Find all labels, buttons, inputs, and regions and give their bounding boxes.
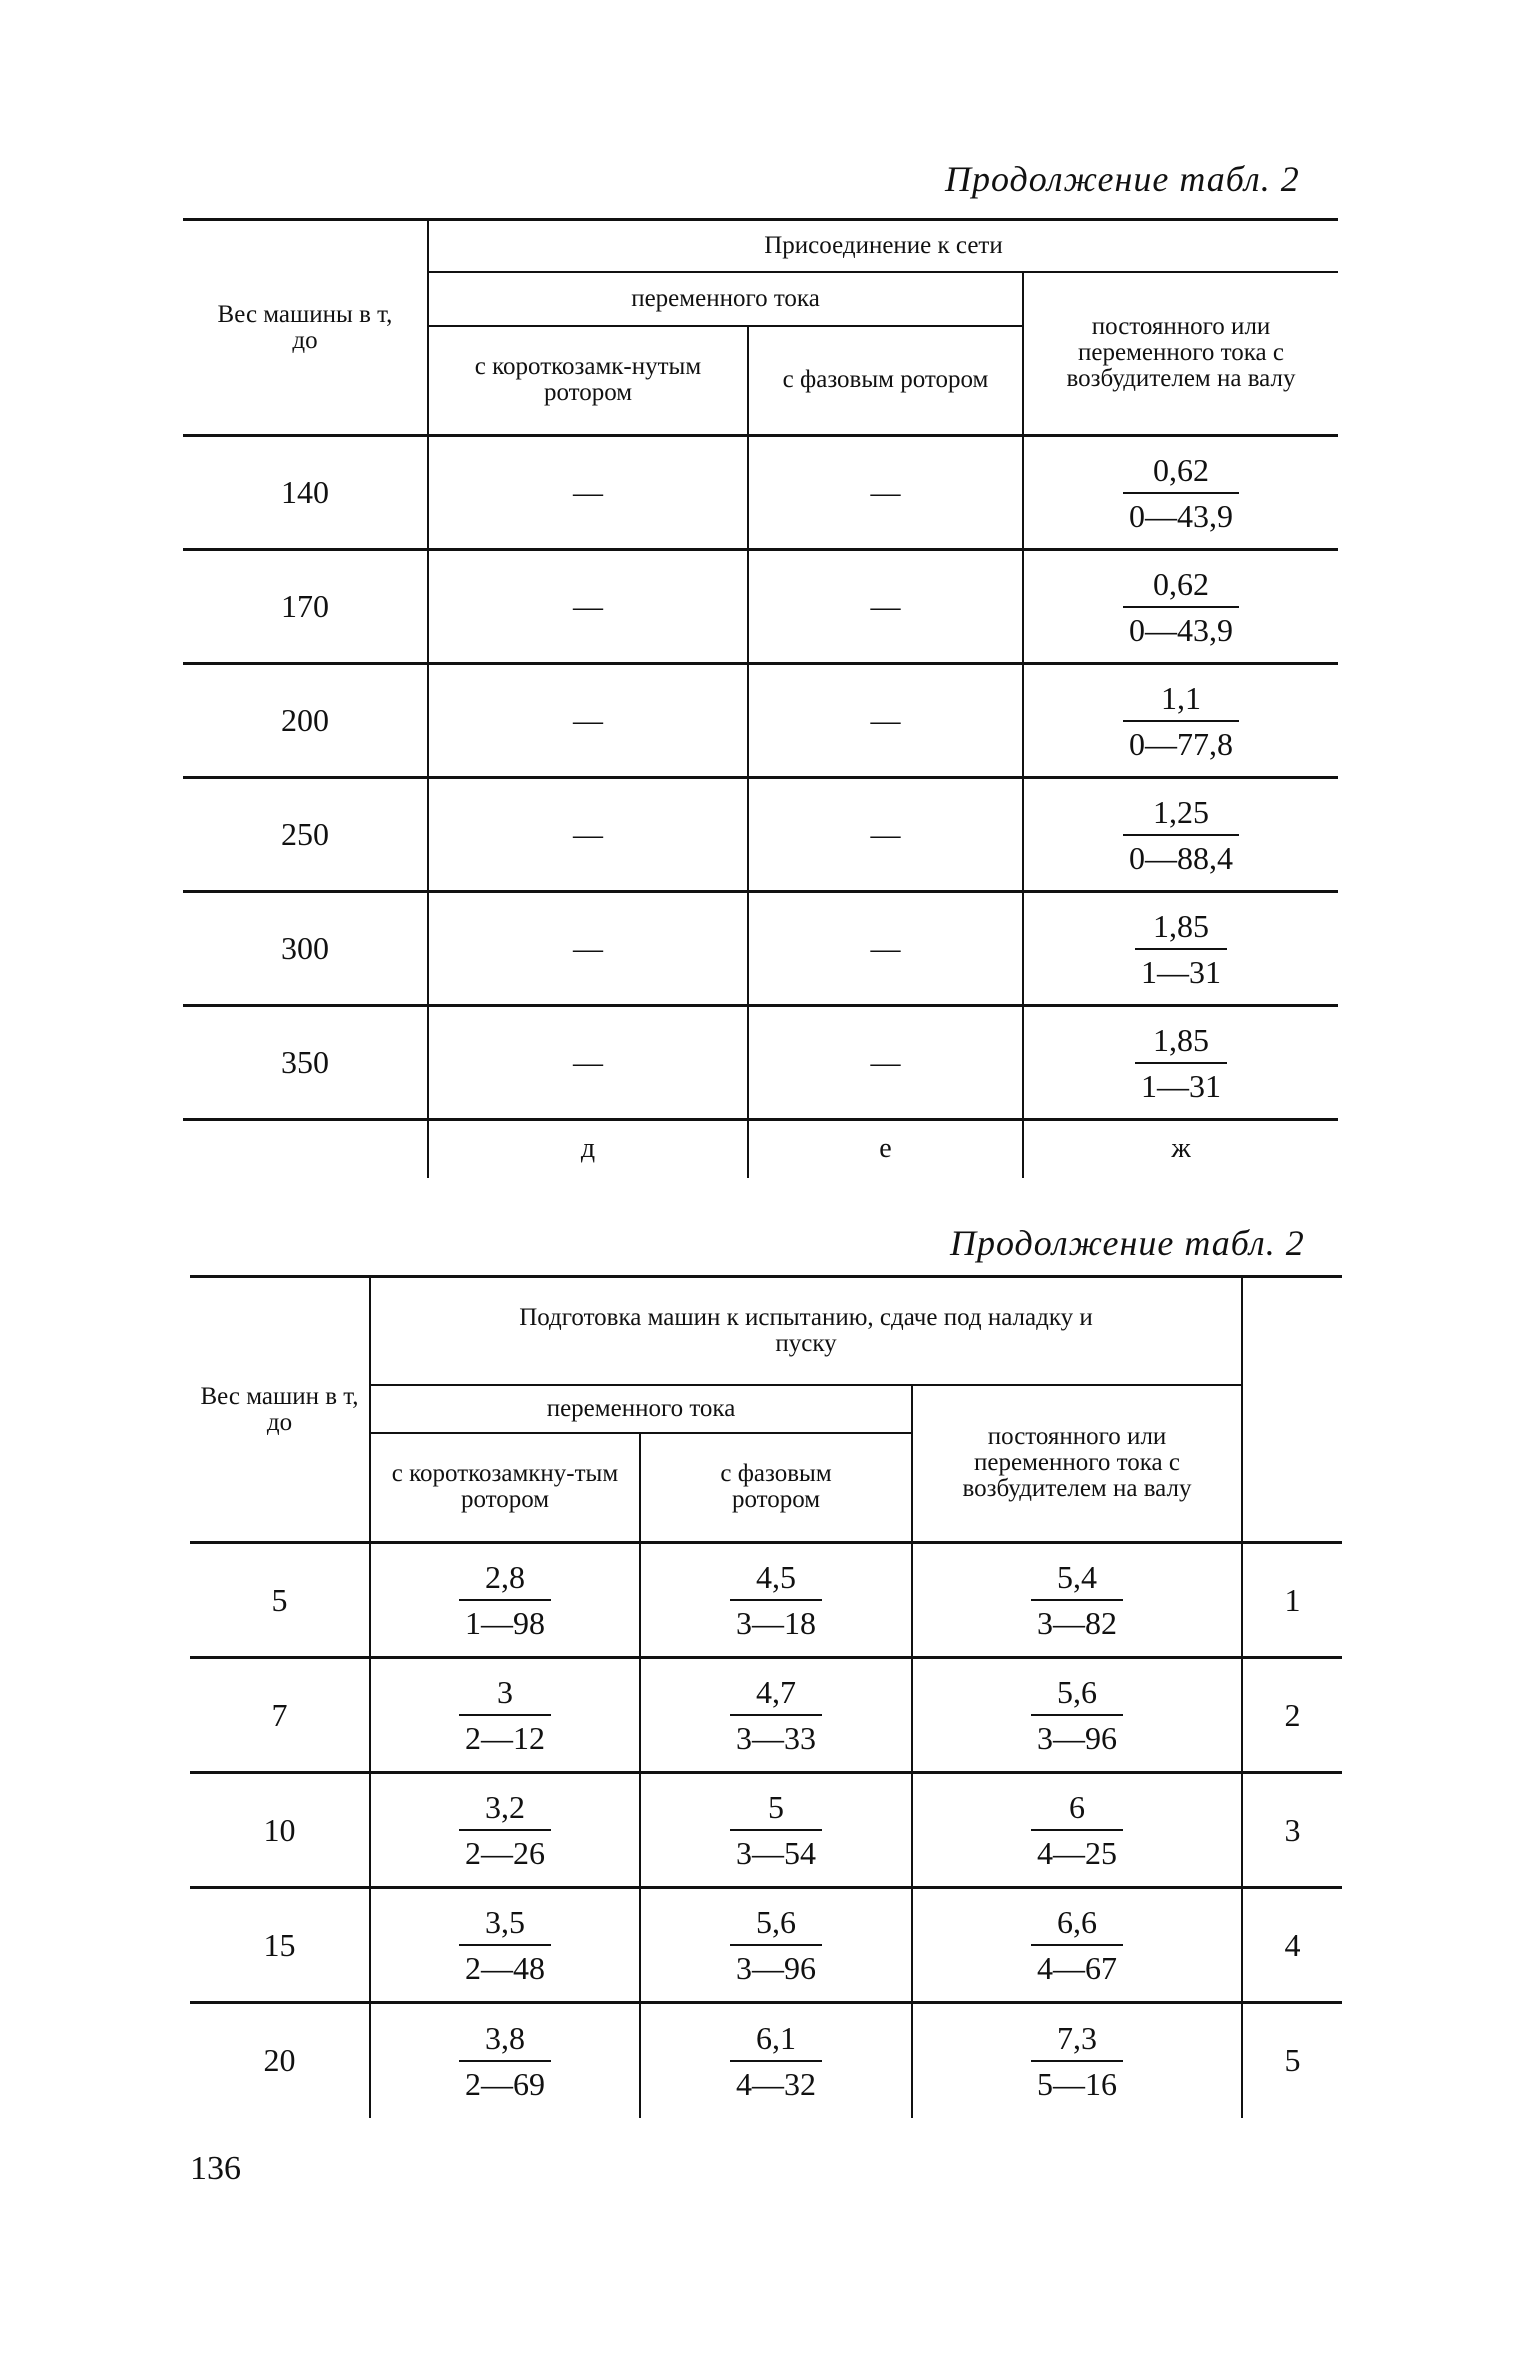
table-row [190, 1658, 1342, 1773]
table2-index: 1 [1242, 1543, 1342, 1658]
table2-weight: 15 [190, 1888, 370, 2003]
table-row [183, 664, 1338, 778]
table2-header-group: Подготовка машин к испытанию, сдаче под наладку и пуску [370, 1277, 1242, 1385]
table2-index: 2 [1242, 1658, 1342, 1773]
table2-weight: 7 [190, 1658, 370, 1773]
table1-footer-phase: е [748, 1120, 1023, 1178]
table1-header-phase: с фазовым ротором [748, 326, 1023, 436]
table2-header-squirrel: с короткозамкну-тым ротором [370, 1433, 640, 1543]
table2-index: 3 [1242, 1773, 1342, 1888]
table1-phase: — [748, 550, 1023, 664]
table2-phase: $\frac{5,6}{3—96}$ [640, 1888, 912, 2003]
table1-footer-squirrel: д [428, 1120, 748, 1178]
table1-squirrel: — [428, 892, 748, 1006]
table2-squirrel: $\frac{2,8}{1—98}$ [370, 1543, 640, 1658]
table2-squirrel: $\frac{3,5}{2—48}$ [370, 1888, 640, 2003]
table1-weight: 300 [183, 892, 428, 1006]
table1-dc: $\frac{1,1}{0—77,8}$ [1023, 664, 1338, 778]
table2-dc: $\frac{5,6}{3—96}$ [912, 1658, 1242, 1773]
table2-dc: $\frac{6}{4—25}$ [912, 1773, 1242, 1888]
table1-phase: — [748, 778, 1023, 892]
table1-footer-row [183, 1120, 1338, 1178]
table1-weight: 170 [183, 550, 428, 664]
table2-phase: $\frac{5}{3—54}$ [640, 1773, 912, 1888]
table2-dc: $\frac{6,6}{4—67}$ [912, 1888, 1242, 2003]
page-number: 136 [190, 2150, 241, 2187]
table2-header-index [1242, 1277, 1342, 1543]
table-row [183, 892, 1338, 1006]
table-row [190, 1888, 1342, 2003]
table1-dc: $\frac{1,85}{1—31}$ [1023, 1006, 1338, 1120]
table2-phase: $\frac{4,5}{3—18}$ [640, 1543, 912, 1658]
table1 [183, 218, 1338, 1178]
table1-header-weight: Вес машины в т, до [183, 220, 428, 436]
table2-squirrel: $\frac{3}{2—12}$ [370, 1658, 640, 1773]
table2-dc: $\frac{7,3}{5—16}$ [912, 2003, 1242, 2118]
table1-squirrel: — [428, 1006, 748, 1120]
table2-header-weight: Вес машин в т, до [190, 1277, 370, 1543]
table1-squirrel: — [428, 664, 748, 778]
table2-header-phase: с фазовым ротором [640, 1433, 912, 1543]
table1-squirrel: — [428, 436, 748, 550]
table2-header-dc: постоянного или переменного тока с возбудителем на валу [912, 1385, 1242, 1543]
table2-squirrel: $\frac{3,8}{2—69}$ [370, 2003, 640, 2118]
table-row [183, 436, 1338, 550]
table1-dc: $\frac{1,85}{1—31}$ [1023, 892, 1338, 1006]
table1-dc: $\frac{1,25}{0—88,4}$ [1023, 778, 1338, 892]
table1-phase: — [748, 1006, 1023, 1120]
table1-header-ac: переменного тока [428, 272, 1023, 326]
table1-phase: — [748, 664, 1023, 778]
table2-dc: $\frac{5,4}{3—82}$ [912, 1543, 1242, 1658]
table1-weight: 200 [183, 664, 428, 778]
table1-header-group: Присоединение к сети [428, 220, 1338, 272]
table1-dc: $\frac{0,62}{0—43,9}$ [1023, 436, 1338, 550]
table1-footer-dc: ж [1023, 1120, 1338, 1178]
table1-phase: — [748, 892, 1023, 1006]
table-row [190, 1543, 1342, 1658]
table1-weight: 140 [183, 436, 428, 550]
table-row [183, 778, 1338, 892]
table2-title: Продолжение табл. 2 [950, 1223, 1305, 1263]
table2-weight: 5 [190, 1543, 370, 1658]
table1-header-squirrel: с короткозамк-нутым ротором [428, 326, 748, 436]
table2-index: 5 [1242, 2003, 1342, 2118]
table-row [183, 550, 1338, 664]
table1-phase: — [748, 436, 1023, 550]
table-row [190, 1773, 1342, 1888]
table2 [190, 1275, 1342, 2118]
table2-phase: $\frac{6,1}{4—32}$ [640, 2003, 912, 2118]
table1-dc: $\frac{0,62}{0—43,9}$ [1023, 550, 1338, 664]
table2-squirrel: $\frac{3,2}{2—26}$ [370, 1773, 640, 1888]
table1-weight: 350 [183, 1006, 428, 1120]
table1-title: Продолжение табл. 2 [945, 159, 1300, 199]
table1-squirrel: — [428, 778, 748, 892]
table1-weight: 250 [183, 778, 428, 892]
table1-header-dc: постоянного или переменного тока с возбудителем на валу [1023, 272, 1338, 436]
table2-weight: 10 [190, 1773, 370, 1888]
table2-weight: 20 [190, 2003, 370, 2118]
table2-index: 4 [1242, 1888, 1342, 2003]
table-row [183, 1006, 1338, 1120]
table2-header-ac: переменного тока [370, 1385, 912, 1433]
table1-squirrel: — [428, 550, 748, 664]
table-row [190, 2003, 1342, 2118]
table2-phase: $\frac{4,7}{3—33}$ [640, 1658, 912, 1773]
